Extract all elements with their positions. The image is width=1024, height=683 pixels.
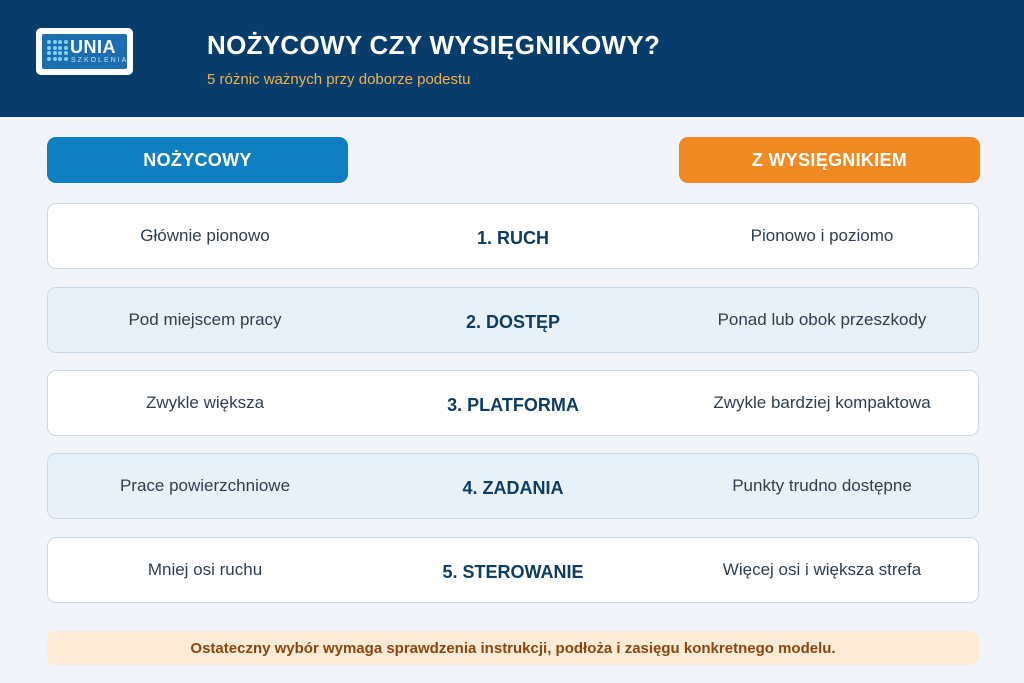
- table-row: [47, 287, 979, 353]
- row-right-value: Więcej osi i większa strefa: [722, 560, 922, 579]
- row-criterion: 4. ZADANIA: [462, 477, 564, 498]
- logo-name: UNIA: [70, 37, 116, 57]
- row-left-value: Zwykle większa: [145, 393, 265, 412]
- row-right-value: Ponad lub obok przeszkody: [717, 310, 927, 329]
- row-right-value: Zwykle bardziej kompaktowa: [713, 393, 931, 412]
- table-row: [47, 370, 979, 436]
- page-title: NOŻYCOWY CZY WYSIĘGNIKOWY?: [207, 30, 661, 60]
- header-banner: [0, 0, 1024, 117]
- row-criterion: 5. STEROWANIE: [442, 561, 584, 582]
- logo: [36, 28, 133, 75]
- table-row: [47, 453, 979, 519]
- logo-dots-icon: [47, 40, 67, 62]
- row-criterion: 2. DOSTĘP: [465, 311, 561, 332]
- column-header-scissor: NOŻYCOWY: [47, 137, 348, 183]
- row-left-value: Prace powierzchniowe: [119, 476, 291, 495]
- row-right-value: Punkty trudno dostępne: [732, 476, 912, 495]
- row-left-value: Pod miejscem pracy: [128, 310, 282, 329]
- logo-subtext: SZKOLENIA: [71, 57, 129, 64]
- table-row: [47, 537, 979, 603]
- page-subtitle: 5 różnic ważnych przy doborze podestu: [207, 71, 471, 88]
- row-left-value: Głównie pionowo: [140, 226, 270, 245]
- row-criterion: 3. PLATFORMA: [447, 394, 579, 415]
- row-left-value: Mniej osi ruchu: [147, 560, 263, 579]
- table-row: [47, 203, 979, 269]
- column-header-boom: Z WYSIĘGNIKIEM: [679, 137, 980, 183]
- footer-note: Ostateczny wybór wymaga sprawdzenia instrukcji, podłoża i zasięgu konkretnego modelu.: [47, 631, 979, 665]
- row-criterion: 1. RUCH: [476, 227, 549, 248]
- row-right-value: Pionowo i poziomo: [750, 226, 894, 245]
- logo-badge: [42, 34, 127, 69]
